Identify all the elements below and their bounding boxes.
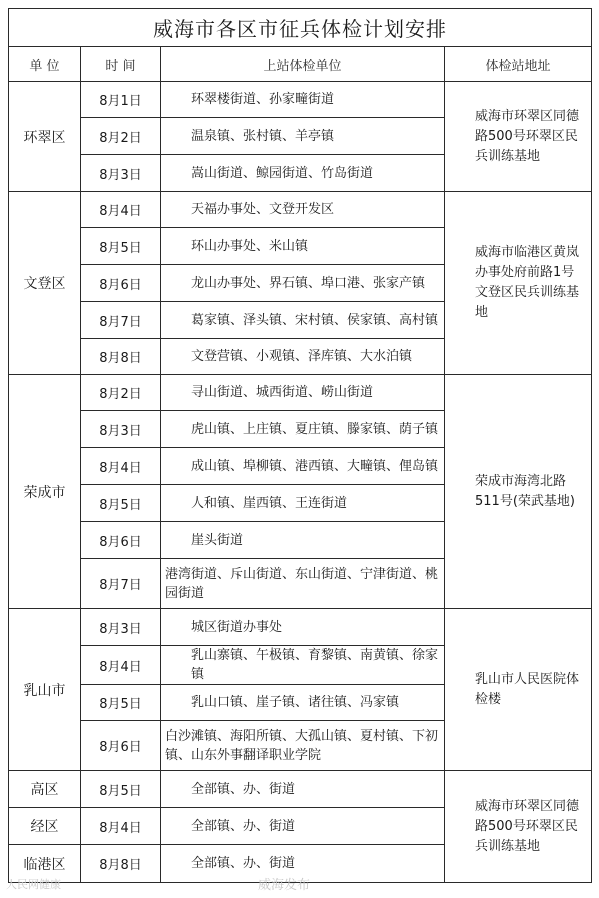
schedule-table	[8, 8, 592, 883]
sites-cell: 虎山镇、上庄镇、夏庄镇、滕家镇、荫子镇	[161, 411, 445, 448]
sites-cell: 港湾街道、斥山街道、东山街道、宁津街道、桃园街道	[161, 559, 445, 609]
table-row	[9, 82, 592, 118]
date-cell: 8月7日	[81, 559, 161, 609]
date-cell: 8月4日	[81, 448, 161, 485]
sites-cell: 天福办事处、文登开发区	[161, 192, 445, 228]
sites-cell: 乳山口镇、崖子镇、诸往镇、冯家镇	[161, 685, 445, 721]
sites-cell: 寻山街道、城西街道、崂山街道	[161, 375, 445, 411]
unit-cell: 环翠区	[9, 82, 81, 192]
date-cell: 8月6日	[81, 721, 161, 771]
address-cell: 威海市环翠区同德路500号环翠区民兵训练基地	[445, 82, 592, 192]
sites-cell: 全部镇、办、街道	[161, 845, 445, 883]
address-cell: 威海市临港区黄岚办事处府前路1号文登区民兵训练基地	[445, 192, 592, 375]
address-cell: 乳山市人民医院体检楼	[445, 609, 592, 771]
date-cell: 8月2日	[81, 375, 161, 411]
unit-cell: 高区	[9, 771, 81, 808]
date-cell: 8月6日	[81, 265, 161, 302]
date-cell: 8月4日	[81, 808, 161, 845]
sites-cell: 成山镇、埠柳镇、港西镇、大疃镇、俚岛镇	[161, 448, 445, 485]
sites-cell: 龙山办事处、界石镇、埠口港、张家产镇	[161, 265, 445, 302]
table-row	[9, 771, 592, 808]
sites-cell: 城区街道办事处	[161, 609, 445, 646]
sites-cell: 环山办事处、米山镇	[161, 228, 445, 265]
schedule-document	[8, 8, 591, 890]
table-row	[9, 609, 592, 646]
sites-cell: 环翠楼街道、孙家疃街道	[161, 82, 445, 118]
date-cell: 8月5日	[81, 485, 161, 522]
header-sites: 上站体检单位	[161, 47, 445, 82]
sites-cell: 文登营镇、小观镇、泽库镇、大水泊镇	[161, 339, 445, 375]
date-cell: 8月7日	[81, 302, 161, 339]
sites-cell: 嵩山街道、鲸园街道、竹岛街道	[161, 155, 445, 192]
sites-cell: 全部镇、办、街道	[161, 808, 445, 845]
unit-cell: 乳山市	[9, 609, 81, 771]
date-cell: 8月6日	[81, 522, 161, 559]
date-cell: 8月3日	[81, 609, 161, 646]
date-cell: 8月2日	[81, 118, 161, 155]
table-row	[9, 375, 592, 411]
header-unit: 单 位	[9, 47, 81, 82]
sites-cell: 全部镇、办、街道	[161, 771, 445, 808]
address-cell: 荣成市海湾北路511号(荣武基地)	[445, 375, 592, 609]
header-time: 时 间	[81, 47, 161, 82]
date-cell: 8月4日	[81, 192, 161, 228]
sites-cell: 葛家镇、泽头镇、宋村镇、侯家镇、高村镇	[161, 302, 445, 339]
date-cell: 8月5日	[81, 771, 161, 808]
date-cell: 8月3日	[81, 411, 161, 448]
table-row	[9, 192, 592, 228]
sites-cell: 人和镇、崖西镇、王连街道	[161, 485, 445, 522]
date-cell: 8月8日	[81, 339, 161, 375]
watermark-left: 人民网健康	[6, 878, 61, 891]
sites-cell: 崖头街道	[161, 522, 445, 559]
date-cell: 8月1日	[81, 82, 161, 118]
watermark-right: 威海发布	[258, 878, 311, 893]
header-address: 体检站地址	[445, 47, 592, 82]
date-cell: 8月4日	[81, 646, 161, 685]
date-cell: 8月3日	[81, 155, 161, 192]
date-cell: 8月8日	[81, 845, 161, 883]
address-cell: 威海市环翠区同德路500号环翠区民兵训练基地	[445, 771, 592, 883]
unit-cell: 临港区	[9, 845, 81, 883]
date-cell: 8月5日	[81, 685, 161, 721]
table-title: 威海市各区市征兵体检计划安排	[9, 9, 592, 47]
sites-cell: 白沙滩镇、海阳所镇、大孤山镇、夏村镇、下初镇、山东外事翻译职业学院	[161, 721, 445, 771]
date-cell: 8月5日	[81, 228, 161, 265]
unit-cell: 荣成市	[9, 375, 81, 609]
unit-cell: 文登区	[9, 192, 81, 375]
unit-cell: 经区	[9, 808, 81, 845]
sites-cell: 乳山寨镇、午极镇、育黎镇、南黄镇、徐家镇	[161, 646, 445, 685]
sites-cell: 温泉镇、张村镇、羊亭镇	[161, 118, 445, 155]
